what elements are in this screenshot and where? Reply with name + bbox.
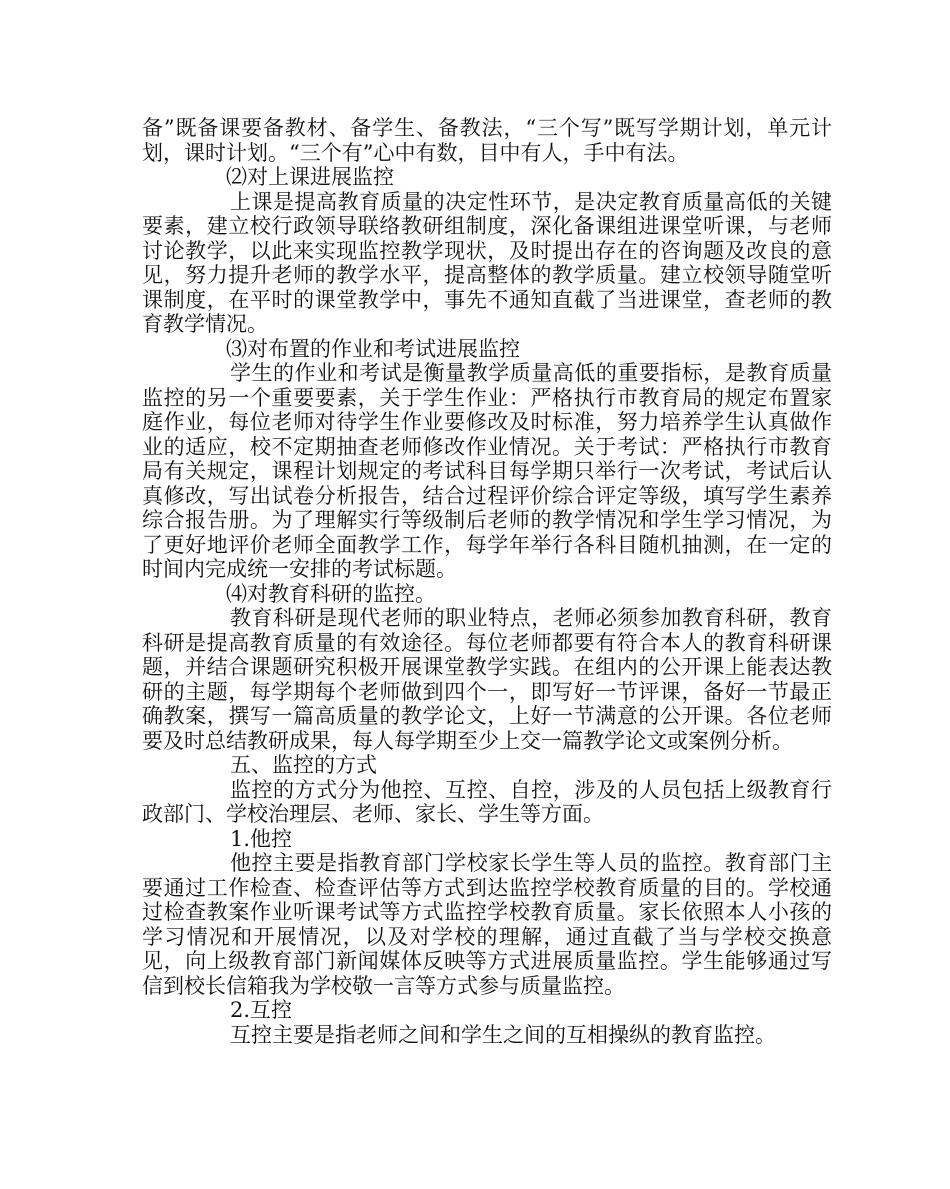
paragraph-continuation: 备”既备课要备教材、备学生、备教法，“三个写”既写学期计划，单元计划，课时计划。“三个有”心中有数，目中有人，手中有法。 (142, 116, 832, 165)
paragraph-monitoring-methods: 监控的方式分为他控、互控、自控，涉及的人员包括上级教育行政部门、学校治理层、老师、家长、学生等方面。 (142, 777, 832, 826)
subsection-heading-class-monitoring: ⑵对上课进展监控 (226, 165, 394, 189)
subsection-heading-mutual-control: 2.互控 (230, 998, 293, 1022)
paragraph-research: 教育科研是现代老师的职业特点，老师必须参加教育科研，教育科研是提高教育质量的有效途径。每位老师都要有符合本人的教育科研课题，并结合课题研究积极开展课堂教学实践。在组内的公开课上能表达教研的主题，每学期每个老师做到四个一，即写好一节评课，备好一节最正确教案，撰写一篇高质量的教学论文，上好一节满意的公开课。各位老师要及时总结教研成果，每人每学期至少上交一篇教学论文或案例分析。 (142, 606, 832, 753)
section-heading-monitoring-methods: 五、监控的方式 (230, 753, 377, 777)
subsection-heading-research: ⑷对教育科研的监控。 (226, 581, 436, 606)
subsection-heading-external-control: 1.他控 (230, 826, 293, 851)
subsection-heading-homework-exam: ⑶对布置的作业和考试进展监控 (226, 336, 520, 361)
paragraph-homework-exam: 学生的作业和考试是衡量教学质量高低的重要指标，是教育质量监控的另一个重要要素，关于学生作业：严格执行市教育局的规定布置家庭作业，每位老师对待学生作业要修改及时标准，努力培养学生认真做作业的适应，校不定期抽查老师修改作业情况。关于考试：严格执行市教育局有关规定，课程计划规定的考试科目每学期只举行一次考试，考试后认真修改，写出试卷分析报告，结合过程评价综合评定等级，填写学生素养综合报告册。为了理解实行等级制后老师的教学情况和学生学习情况，为了更好地评价老师全面教学工作，每学年举行各科目随机抽测，在一定的时间内完成统一安排的考试标题。 (142, 361, 832, 581)
paragraph-class-monitoring: 上课是提高教育质量的决定性环节，是决定教育质量高低的关键要素，建立校行政领导联络教研组制度，深化备课组进课堂听课，与老师讨论教学，以此来实现监控教学现状，及时提出存在的咨询题及改良的意见，努力提升老师的教学水平，提高整体的教学质量。建立校领导随堂听课制度，在平时的课堂教学中，事先不通知直截了当进课堂，查老师的教育教学情况。 (142, 189, 832, 336)
document-page (142, 116, 832, 1047)
paragraph-external-control: 他控主要是指教育部门学校家长学生等人员的监控。教育部门主要通过工作检查、检查评估等方式到达监控学校教育质量的目的。学校通过检查教案作业听课考试等方式监控学校教育质量。家长依照本人小孩的学习情况和开展情况，以及对学校的理解，通过直截了当与学校交换意见，向上级教育部门新闻媒体反映等方式进展质量监控。学生能够通过写信到校长信箱我为学校敬一言等方式参与质量监控。 (142, 851, 832, 998)
paragraph-mutual-control: 互控主要是指老师之间和学生之间的互相操纵的教育监控。 (230, 1022, 776, 1047)
